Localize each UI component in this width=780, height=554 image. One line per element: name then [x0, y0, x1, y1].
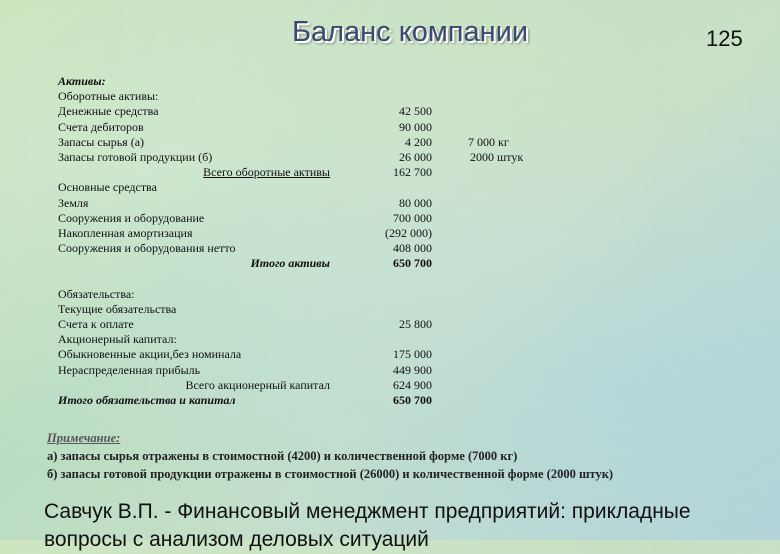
fixed-assets-header	[58, 180, 618, 195]
row-amount: 25 800	[399, 317, 432, 331]
row-label: Счета дебиторов	[58, 119, 144, 134]
row-label: Обыкновенные акции,без номинала	[58, 347, 242, 362]
row-amount: 408 000	[393, 241, 432, 256]
liabilities-header	[58, 287, 618, 302]
row-label: Денежные средства	[58, 104, 159, 119]
table-row	[58, 317, 618, 332]
current-liabilities-header	[58, 302, 618, 317]
row-amount: 4 200	[405, 134, 432, 149]
row-label: Сооружения и оборудование	[58, 210, 205, 225]
total-amount: 162 700	[393, 165, 432, 180]
table-row	[58, 135, 618, 150]
table-row	[58, 120, 618, 135]
liabilities-total	[58, 393, 618, 408]
table-row	[58, 211, 618, 226]
row-label: Запасы сырья (а)	[58, 134, 145, 149]
total-label: Итого активы	[250, 256, 330, 271]
total-amount: 650 700	[393, 256, 432, 271]
table-row	[58, 347, 618, 362]
note-a: а) запасы сырья отражены в стоимостной (4200) и количественной форме (7000 кг)	[47, 449, 518, 463]
current-assets-header-label: Оборотные активы:	[58, 89, 159, 104]
total-amount: 624 900	[393, 377, 432, 392]
table-row	[58, 104, 618, 119]
liabilities-header-label: Обязательства:	[58, 286, 135, 301]
assets-header-label: Активы:	[58, 74, 106, 88]
balance-sheet	[58, 74, 618, 408]
assets-total	[58, 256, 618, 271]
row-quantity: 2000 штук	[470, 149, 524, 164]
notes-heading: Примечание:	[47, 431, 121, 445]
note-b: б) запасы готовой продукции отражены в стоимостной (26000) и количественной форме (2000 штук)	[47, 467, 614, 481]
row-amount: 80 000	[399, 195, 432, 210]
row-label: Счета к оплате	[58, 317, 134, 331]
total-label: Всего акционерный капитал	[185, 377, 330, 392]
row-amount: 26 000	[399, 149, 432, 164]
row-label: Накопленная амортизация	[58, 225, 193, 240]
current-assets-header	[58, 89, 618, 104]
notes	[47, 429, 767, 483]
citation: Савчук В.П. - Финансовый менеджмент предприятий: прикладные вопросы с анализом деловых ситуаций	[44, 500, 691, 551]
total-amount: 650 700	[393, 392, 432, 407]
equity-header	[58, 332, 618, 347]
row-quantity: 7 000 кг	[468, 134, 509, 149]
table-row	[58, 196, 618, 211]
slide-number: 125	[706, 26, 743, 51]
row-label: Сооружения и оборудования нетто	[58, 241, 236, 256]
row-amount: 449 900	[393, 362, 432, 377]
current-liabilities-header-label: Текущие обязательства	[58, 301, 177, 316]
slide-title: Баланс компании	[291, 16, 529, 48]
table-row	[58, 150, 618, 165]
equity-header-label: Акционерный капитал:	[58, 332, 177, 347]
table-row	[58, 226, 618, 241]
row-label: Запасы готовой продукции (б)	[58, 149, 213, 164]
total-label: Всего оборотные активы	[203, 165, 330, 180]
fixed-assets-header-label: Основные средства	[58, 180, 157, 195]
row-label: Земля	[58, 195, 89, 210]
assets-header	[58, 74, 618, 89]
table-row	[58, 363, 618, 378]
row-amount: 700 000	[393, 210, 432, 225]
section-gap	[58, 271, 618, 286]
total-label: Итого обязательства и капитал	[58, 392, 236, 407]
row-amount: 42 500	[399, 104, 432, 119]
row-amount: 175 000	[393, 347, 432, 362]
equity-total	[58, 378, 618, 393]
row-amount: 90 000	[399, 119, 432, 134]
row-label: Нераспределенная прибыль	[58, 362, 201, 377]
current-assets-total	[58, 165, 618, 180]
table-row	[58, 241, 618, 256]
row-amount: (292 000)	[385, 225, 432, 240]
